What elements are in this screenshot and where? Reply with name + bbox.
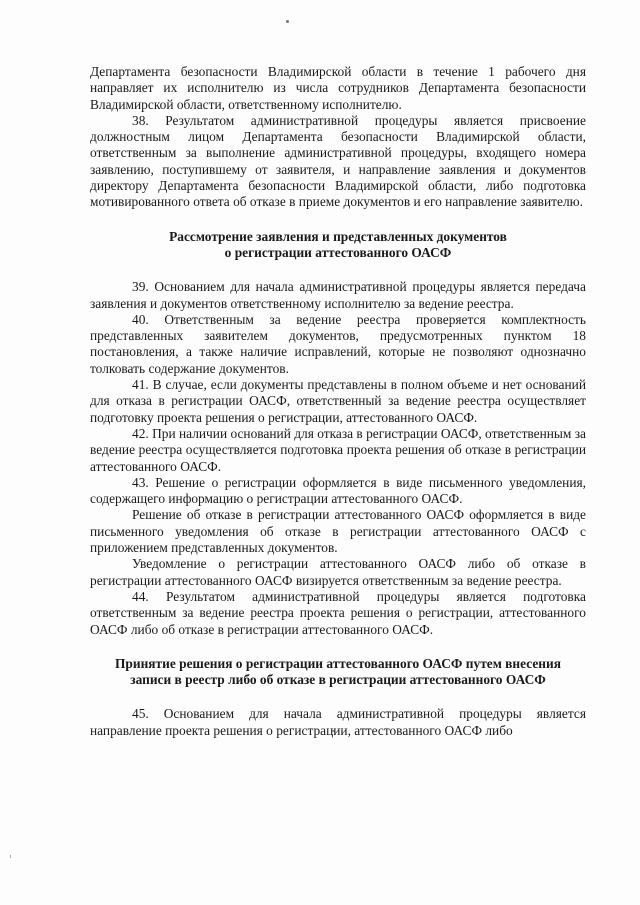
section-heading-line: о регистрации аттестованного ОАСФ [224, 244, 452, 260]
document-body [90, 64, 586, 739]
paragraph-45: 45. Основанием для начала административной процедуры является направление проекта решения о регистрации, аттестованного ОАСФ либо [90, 706, 586, 738]
section-heading-line: Принятие решения о регистрации аттестованного ОАСФ путем внесения [115, 655, 561, 671]
paragraph-43: 43. Решение о регистрации оформляется в виде письменного уведомления, содержащего информацию о регистрации аттестованного ОАСФ. [90, 474, 586, 507]
section-heading-line: Рассмотрение заявления и представленных документов [169, 228, 507, 244]
paragraph-41: 41. В случае, если документы представлены в полном объеме и нет оснований для отказа в регистрации ОАСФ, ответственный за ведение реестра осуществляет подготовку проекта решения о регистрации, аттестованного ОАСФ. [90, 377, 586, 425]
scan-speck [10, 855, 11, 858]
paragraph-43-refusal: Решение об отказе в регистрации аттестованного ОАСФ оформляется в виде письменного уведомления об отказе в регистрации аттестованного ОАСФ с приложением представленных документов. [90, 507, 586, 556]
paragraph-continuation: Департамента безопасности Владимирской области в течение 1 рабочего дня направляет их исполнителю из числа сотрудников Департамента безопасности Владимирской области, ответственному исполнителю. [90, 64, 586, 112]
paragraph-38: 38. Результатом административной процедуры является присвоение должностным лицом Департамента безопасности Владимирской области, ответственным за выполнение административной процедуры, входящего номера заявлению, поступившему от заявителя, и направление заявления и документов директору Департамента безопасности Владимирской области, либо подготовка мотивированного ответа об отказе в приеме документов и его направление заявителю. [90, 112, 586, 210]
section-heading-line: записи в реестр либо об отказе в регистрации аттестованного ОАСФ [130, 672, 546, 688]
paragraph-43-notice: Уведомление о регистрации аттестованного ОАСФ либо об отказе в регистрации аттестованного ОАСФ визируется ответственным за ведение реестра. [90, 556, 586, 588]
paragraph-42: 42. При наличии оснований для отказа в регистрации ОАСФ, ответственным за ведение реестра осуществляется подготовка проекта решения об отказе в регистрации аттестованного ОАСФ. [90, 425, 586, 474]
paragraph-40: 40. Ответственным за ведение реестра проверяется комплектность представленных заявителем документов, предусмотренных пунктом 18 постановления, а также наличие исправлений, которые не позволяют однозначно толковать содержание документов. [90, 311, 586, 376]
scan-speck [286, 20, 289, 23]
paragraph-39: 39. Основанием для начала административной процедуры является передача заявления и документов ответственному исполнителю за ведение реестра. [90, 279, 586, 311]
paragraph-44: 44. Результатом административной процедуры является подготовка ответственным за ведение реестра проекта решения о регистрации, аттестованного ОАСФ либо об отказе в регистрации аттестованного ОАСФ. [90, 588, 586, 637]
